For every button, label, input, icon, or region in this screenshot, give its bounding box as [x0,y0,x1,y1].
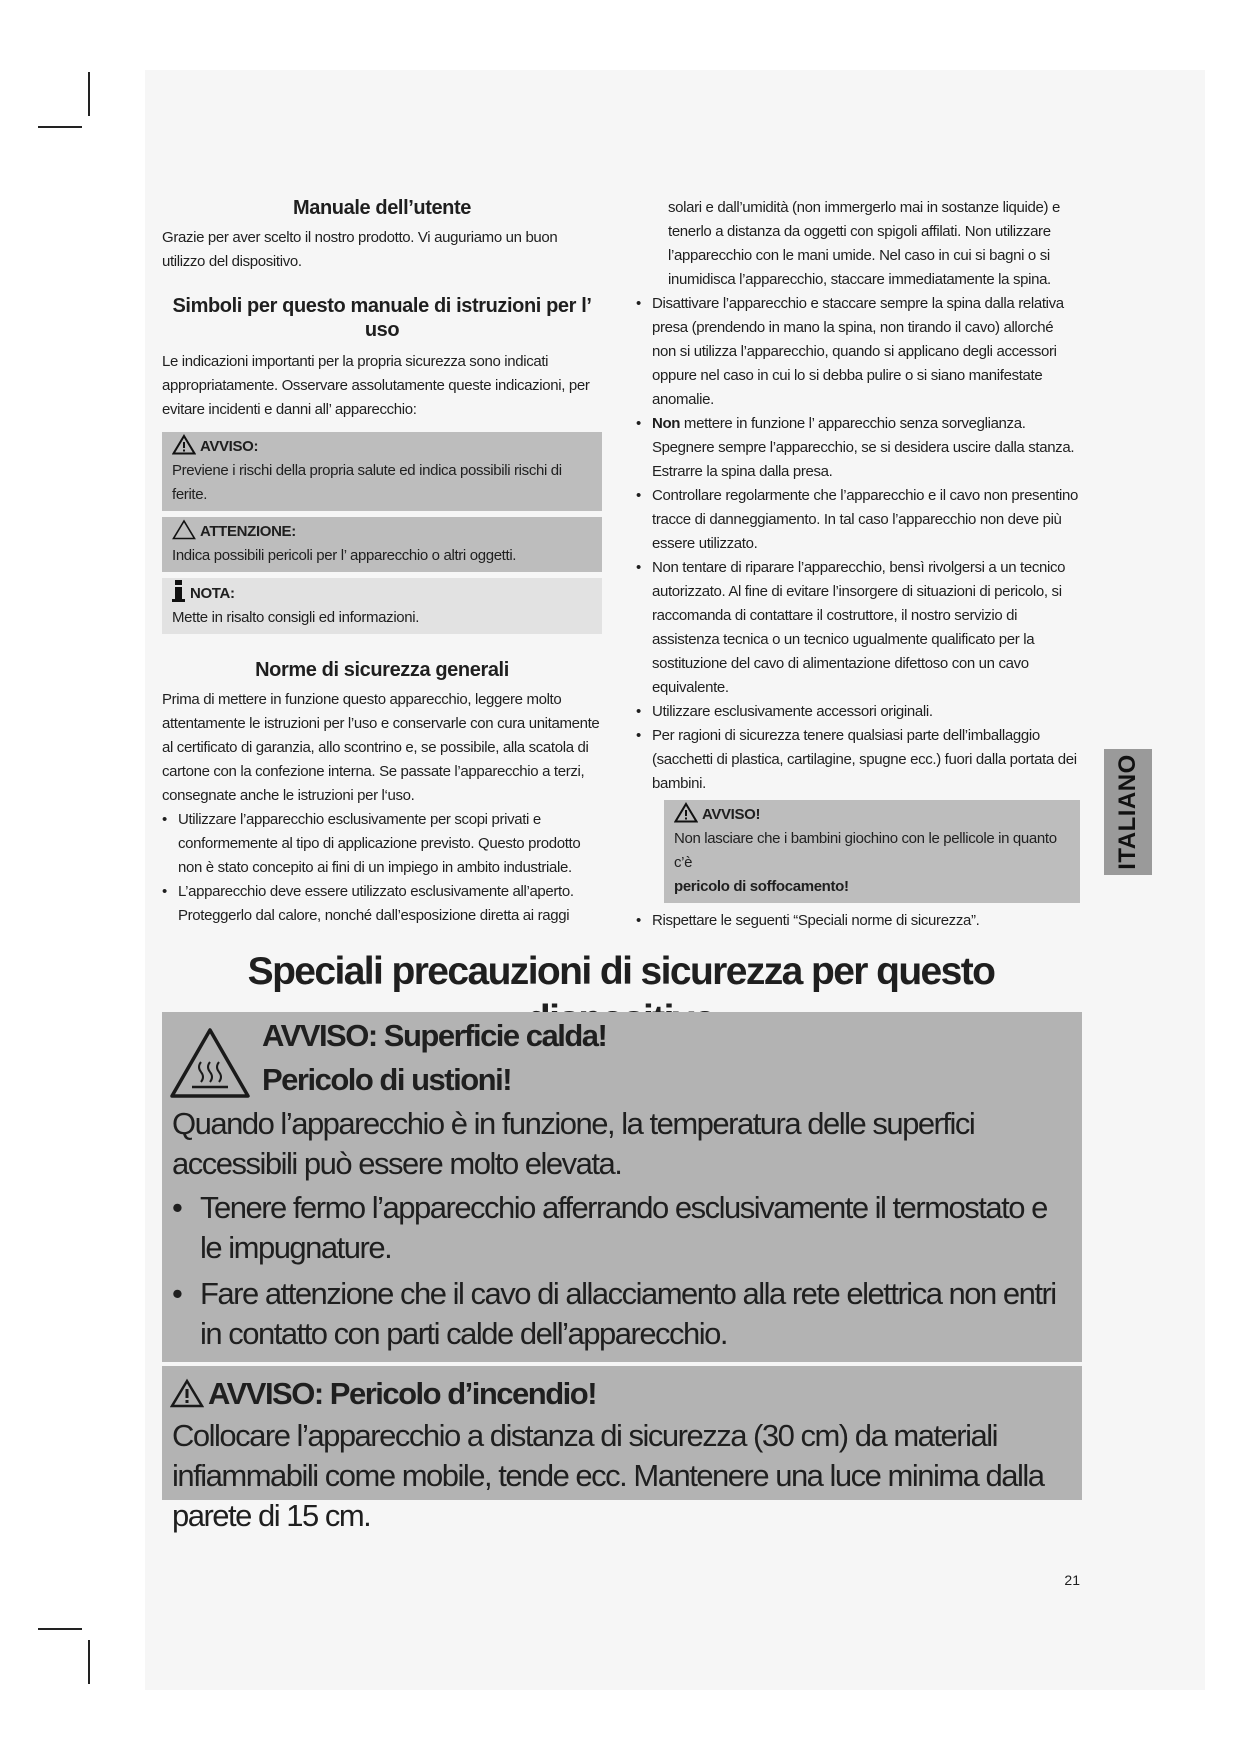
hot-bullet-2-text: Fare attenzione che il cavo di allacciamento alla rete elettrica non entri in contatto con parti calde dell’apparecchio. [200,1276,1056,1351]
symbols-text: Le indicazioni importanti per la propria sicurezza sono indicati appropriatamente. Osservare assolutamente queste indicazioni, per evitare incidenti e danni all’ apparecchio: [162,353,590,418]
hot-surface-box [162,1012,1082,1362]
avviso-box [162,432,602,511]
list-item-text: Non tentare di riparare l’apparecchio, bensì rivolgersi a un tecnico autorizzato. Al fine di evitare l’insorgere di situazioni di pericolo, si raccomanda di contattare il costruttore, il nostro servizio di assistenza tecnica o un tecnico ugualmente qualificato per la sostituzione del cavo di alimentazione difettoso con un cavo equivalente. [652,559,1066,696]
list-item-text: Disattivare l’apparecchio e staccare sempre la spina dalla relativa presa (prendendo in mano la spina, non tirando il cavo) allorché non si utilizza l’apparecchio, quando si applicano degli accessori oppure nel caso in cui lo si debba pulire o si siano manifestate anomalie. [652,295,1064,408]
attenzione-title: ATTENZIONE: [200,523,296,540]
right-avviso-text: Non lasciare che i bambini giochino con le pellicole in quanto c’è [674,830,1057,871]
attenzione-text: Indica possibili pericoli per l’ apparecchio o altri oggetti. [172,547,517,564]
crop-mark [38,126,82,128]
hot-title-2: Pericolo di ustioni! [262,1062,512,1097]
right-avviso-bold: pericolo di soffocamento! [674,878,849,895]
hot-surface-icon [168,1026,252,1100]
avviso-text: Previene i rischi della propria salute ed indica possibili rischi di ferite. [172,462,562,503]
right-bullet-list [636,292,1080,796]
right-avviso-title: AVVISO! [702,806,761,823]
language-tab-label: ITALIANO [1114,754,1141,870]
right-bullet-list-end [636,909,1080,933]
manual-title: Manuale dell’utente [293,197,471,219]
hot-text: Quando l’apparecchio è in funzione, la temperatura delle superfici accessibili può essere molto elevata. [172,1106,975,1181]
list-item: • Utilizzare l’apparecchio esclusivamente per scopi privati e conformemente al tipo di applicazione previsto. Questo prodotto non è stato concepito ai fini di un impiego in ambito industriale. [162,811,581,876]
nota-box [162,578,602,634]
page-number: 21 [1064,1572,1080,1588]
fire-box [162,1366,1082,1533]
hot-bullet-2: • Fare attenzione che il cavo di allacciamento alla rete elettrica non entri in contatto con parti calde dell’apparecchio. [172,1276,1056,1351]
list-item: • Utilizzare esclusivamente accessori originali. [636,703,933,720]
intro-text: Grazie per aver scelto il nostro prodotto. Vi auguriamo un buon utilizzo del dispositivo. [162,229,558,270]
warning-triangle-icon [172,519,196,540]
nota-text: Mette in risalto consigli ed informazioni. [172,609,420,626]
list-item: • Controllare regolarmente che l’apparecchio e il cavo non presentino tracce di danneggiamento. In tal caso l’apparecchio non deve più essere utilizzato. [636,487,1078,552]
left-column [162,196,602,928]
fire-text: Collocare l’apparecchio a distanza di sicurezza (30 cm) da materiali infiammabili come mobile, tende ecc. Mantenere una luce minima dalla parete di 15 cm. [172,1418,1044,1533]
hot-bullet-1-text: Tenere fermo l’apparecchio afferrando esclusivamente il termostato e le impugnature. [200,1190,1047,1265]
list-item: • Non mettere in funzione l’ apparecchio senza sorveglianza. Spegnere sempre l’apparecchio, se si desidera uscire dalla stanza. Estrarre la spina dalla presa. [636,415,1075,480]
crop-mark [38,1628,82,1630]
warning-triangle-icon [170,1378,204,1408]
language-tab [1104,749,1152,875]
norme-heading: Norme di sicurezza generali [255,659,509,681]
list-item: • Rispettare le seguenti “Speciali norme di sicurezza”. [636,912,980,929]
attenzione-box [162,517,602,572]
list-item-bold: Non [652,415,681,432]
norme-text: Prima di mettere in funzione questo apparecchio, leggere molto attentamente le istruzioni per l’uso e conservarle con cura unitamente al certificato di garanzia, allo scontrino e, se possibile, alla scatola di cartone con la confezione interna. Se passate l’apparecchio a terzi, consegnate anche le istruzioni per l‘uso. [162,691,600,804]
crop-mark [88,1640,90,1684]
continued-text: solari e dall’umidità (non immergerlo mai in sostanze liquide) e tenerlo a distanza da oggetti con spigoli affilati. Non utilizzare l’apparecchio con le mani umide. Nel caso in cui si bagni o si inumidisca l’apparecchio, staccare immediatamente la spina. [668,199,1060,288]
hot-title-1: AVVISO: Superficie calda! [262,1018,607,1053]
warning-triangle-icon [172,434,196,455]
list-item: • Disattivare l’apparecchio e staccare sempre la spina dalla relativa presa (prendendo in mano la spina, non tirando il cavo) allorché non si utilizza l’apparecchio, quando si applicano degli accessori oppure nel caso in cui lo si debba pulire o si siano manifestate anomalie. [636,295,1064,408]
list-item-text: L’apparecchio deve essere utilizzato esclusivamente all’aperto. Proteggerlo dal calore, nonché dall’esposizione diretta ai raggi [178,883,574,924]
list-item: • L’apparecchio deve essere utilizzato esclusivamente all’aperto. Proteggerlo dal calore, nonché dall’esposizione diretta ai raggi [162,883,574,924]
list-item-text: Per ragioni di sicurezza tenere qualsiasi parte dell’imballaggio (sacchetti di plastica, cartilagine, spugne ecc.) fuori dalla portata dei bambini. [652,727,1077,792]
list-item: • Per ragioni di sicurezza tenere qualsiasi parte dell’imballaggio (sacchetti di plastica, cartilagine, spugne ecc.) fuori dalla portata dei bambini. [636,727,1077,792]
list-item-text: Utilizzare esclusivamente accessori originali. [652,703,933,720]
list-item-text: Controllare regolarmente che l’apparecchio e il cavo non presentino tracce di danneggiamento. In tal caso l’apparecchio non deve più essere utilizzato. [652,487,1078,552]
list-item: • Non tentare di riparare l’apparecchio, bensì rivolgersi a un tecnico autorizzato. Al fine di evitare l’insorgere di situazioni di pericolo, si raccomanda di contattare il costruttore, il nostro servizio di assistenza tecnica o un tecnico ugualmente qualificato per la sostituzione del cavo di alimentazione difettoso con un cavo equivalente. [636,559,1066,696]
symbols-heading: Simboli per questo manuale di istruzioni per l’ uso [172,295,592,341]
nota-title: NOTA: [190,585,235,602]
list-item-text: Rispettare le seguenti “Speciali norme di sicurezza”. [652,912,980,929]
list-item-text: mettere in funzione l’ apparecchio senza sorveglianza. Spegnere sempre l’apparecchio, se si desidera uscire dalla stanza. Estrarre la spina dalla presa. [652,415,1075,480]
special-heading: Speciali precauzioni di sicurezza per questo [247,950,995,993]
right-column [636,196,1080,933]
crop-mark [88,72,90,116]
info-icon [172,580,186,602]
hot-bullet-1: • Tenere fermo l’apparecchio afferrando esclusivamente il termostato e le impugnature. [172,1190,1047,1265]
list-item-text: Utilizzare l’apparecchio esclusivamente per scopi privati e conformemente al tipo di applicazione previsto. Questo prodotto non è stato concepito ai fini di un impiego in ambito industriale. [178,811,581,876]
right-avviso-box [664,800,1080,903]
warning-triangle-icon [674,802,698,823]
fire-title: AVVISO: Pericolo d’incendio! [208,1376,597,1411]
avviso-title: AVVISO: [200,438,259,455]
fire-title-row [170,1374,596,1414]
left-bullet-list [162,808,602,928]
